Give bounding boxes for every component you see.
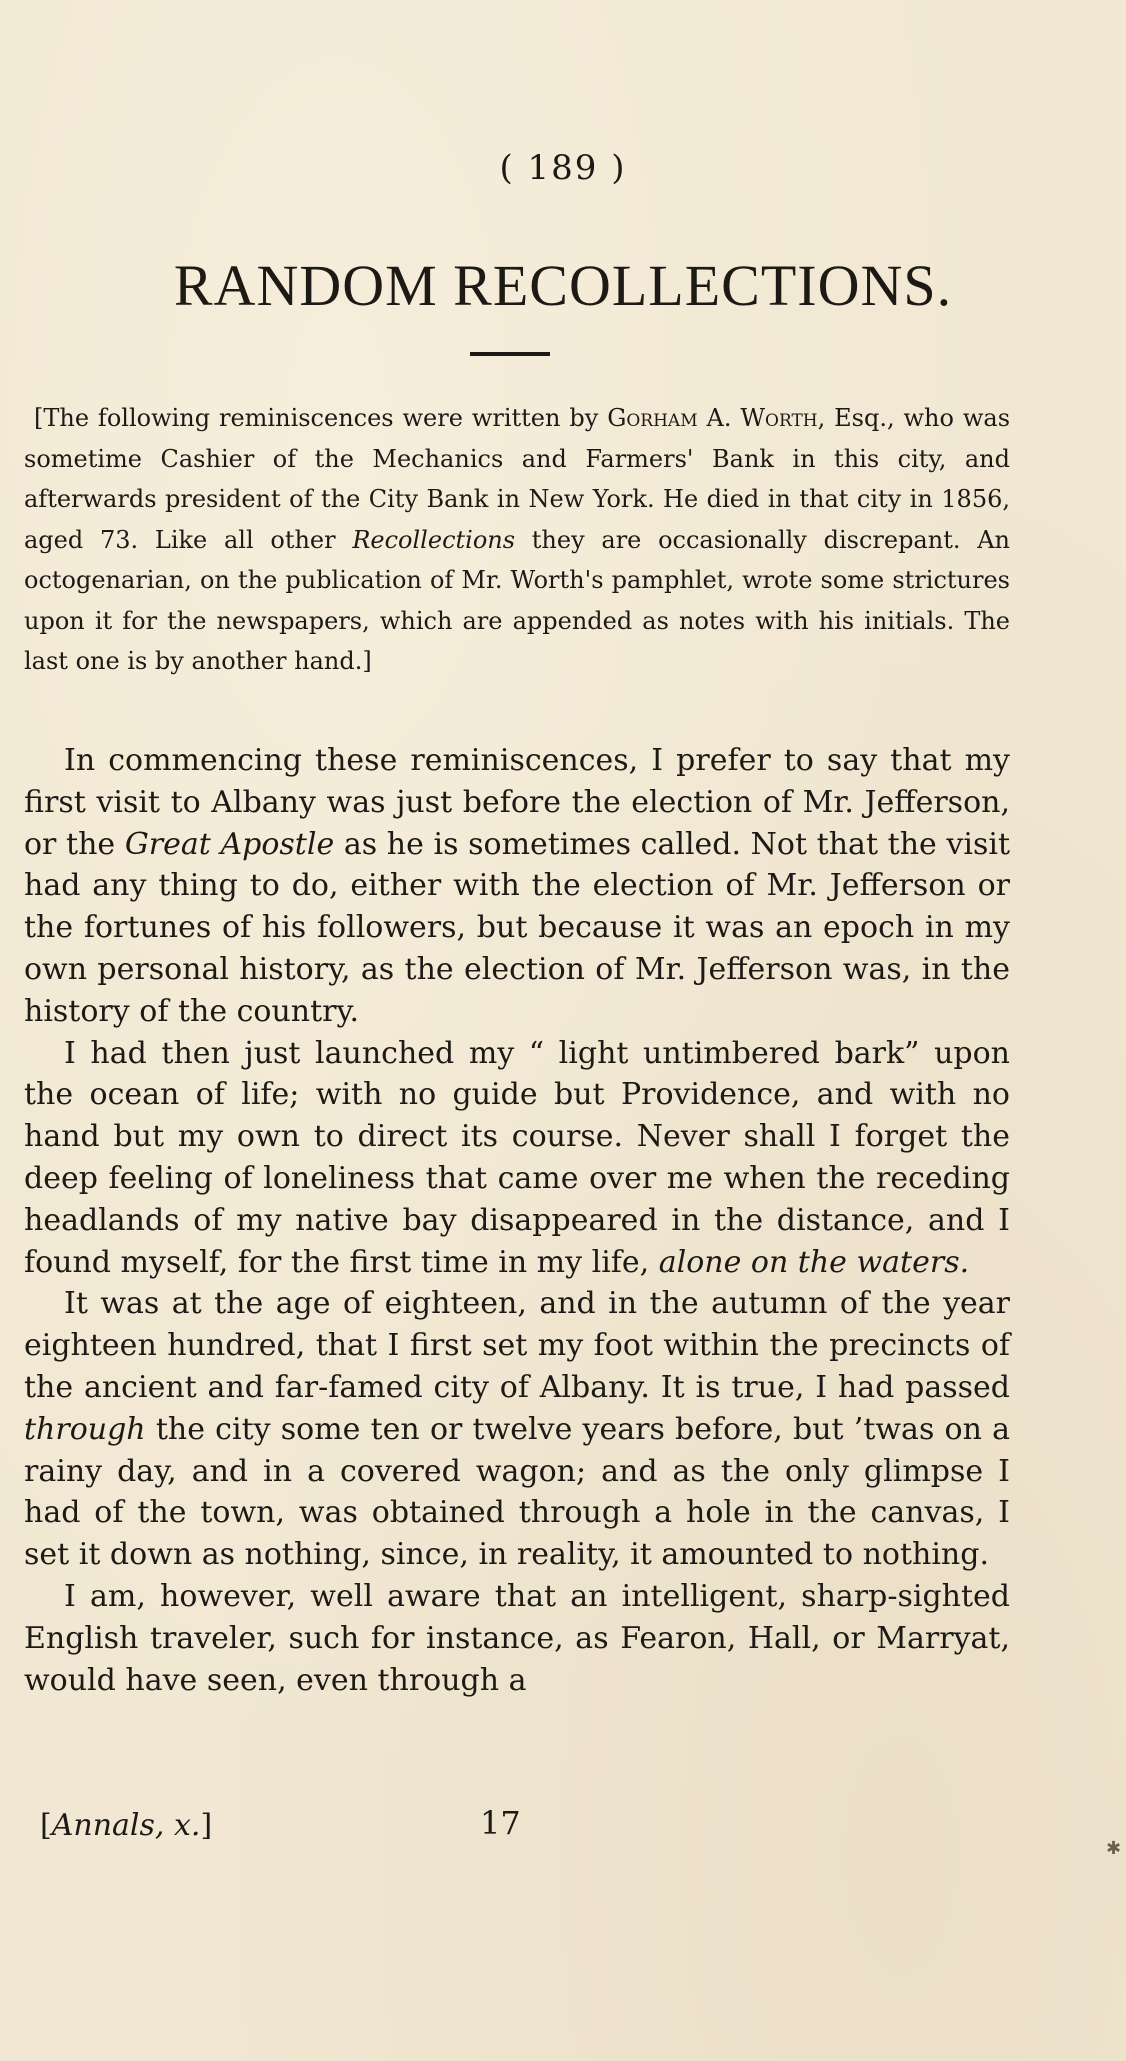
paragraph-2-emphasis: alone on the waters.: [658, 1244, 970, 1280]
paragraph-1-text-a: In commencing these reminiscences, I prefer to say that my first visit to Albany was just before the election of Mr. Jefferson, or the: [24, 743, 1010, 862]
intro-author-name: Gorham A. Worth: [607, 404, 818, 432]
ink-speck-mark: ✱: [1106, 1838, 1122, 1859]
paragraph-4-text-a: I am, however, well aware that an intelligent, sharp-sighted English traveler, such for instance, as Fearon, Hall, or Marryat, would have seen, even through a: [24, 1578, 1010, 1698]
paragraph-1-text-b: as he is sometimes called. Not that the visit had any thing to do, either with the election of Mr. Jefferson or the fortunes of his followers, but because it was an epoch in my own personal history, as the election of Mr. Jefferson was, in the history of the country.: [24, 826, 1010, 1029]
paragraph-3-emphasis: through: [24, 1411, 146, 1447]
paragraph-1: [24, 740, 1010, 1033]
intro-text-part3: they are occasionally discrepant. An octogenarian, on the publication of Mr. Worth's pamphlet, wrote some strictures upon it for the newspapers, which are appended as notes with his initials. The last one is by another hand.: [24, 525, 1011, 675]
page-number: ( 189 ): [499, 148, 627, 188]
intro-text-part2: , Esq., who was sometime Cashier of the Mechanics and Farmers' Bank in this city, and afterwards president of the City Bank in New York. He died in that city in 1856, aged 73. Like all other: [24, 404, 1011, 554]
paragraph-2: [24, 1033, 1010, 1284]
footer-annals-reference: [40, 1808, 212, 1843]
paragraph-3-text-b: the city some ten or twelve years before, but ’twas on a rainy day, and in a covered wagon; and as the only glimpse I had of the town, was obtained through a hole in the canvas, I set it down as nothing, since, in reality, it amounted to nothing.: [24, 1411, 1010, 1573]
intro-text-part1: The following reminiscences were written by: [43, 404, 608, 432]
footer-annals-volume: Annals, x.: [51, 1808, 201, 1843]
footer-open-bracket: [: [40, 1808, 52, 1843]
signature-mark: 17: [480, 1804, 521, 1842]
title-rule: [470, 352, 550, 356]
paragraph-1-emphasis: Great Apostle: [124, 826, 335, 862]
paragraph-3: [24, 1283, 1010, 1576]
paragraph-4: [24, 1576, 1010, 1701]
intro-close-bracket: ]: [362, 647, 372, 675]
footer-close-bracket: ]: [200, 1808, 213, 1843]
paragraph-3-text-a: It was at the age of eighteen, and in the autumn of the year eighteen hundred, that I first set my foot within the precincts of the ancient and far-famed city of Albany. It is true, I had passed: [24, 1286, 1010, 1405]
body-text: [24, 740, 1010, 1701]
page-title: RANDOM RECOLLECTIONS.: [173, 253, 953, 318]
paragraph-2-text-a: I had then just launched my “ light untimbered bark” upon the ocean of life; with no guide but Providence, and with no hand but my own to direct its course. Never shall I forget the deep feeling of loneliness that came over me when the receding headlands of my native bay disappeared in the distance, and I found myself, for the first time in my life,: [24, 1035, 1010, 1280]
intro-italic-term: Recollections: [352, 525, 516, 554]
editorial-introduction: [24, 398, 1010, 682]
intro-open-bracket: [: [34, 404, 44, 432]
